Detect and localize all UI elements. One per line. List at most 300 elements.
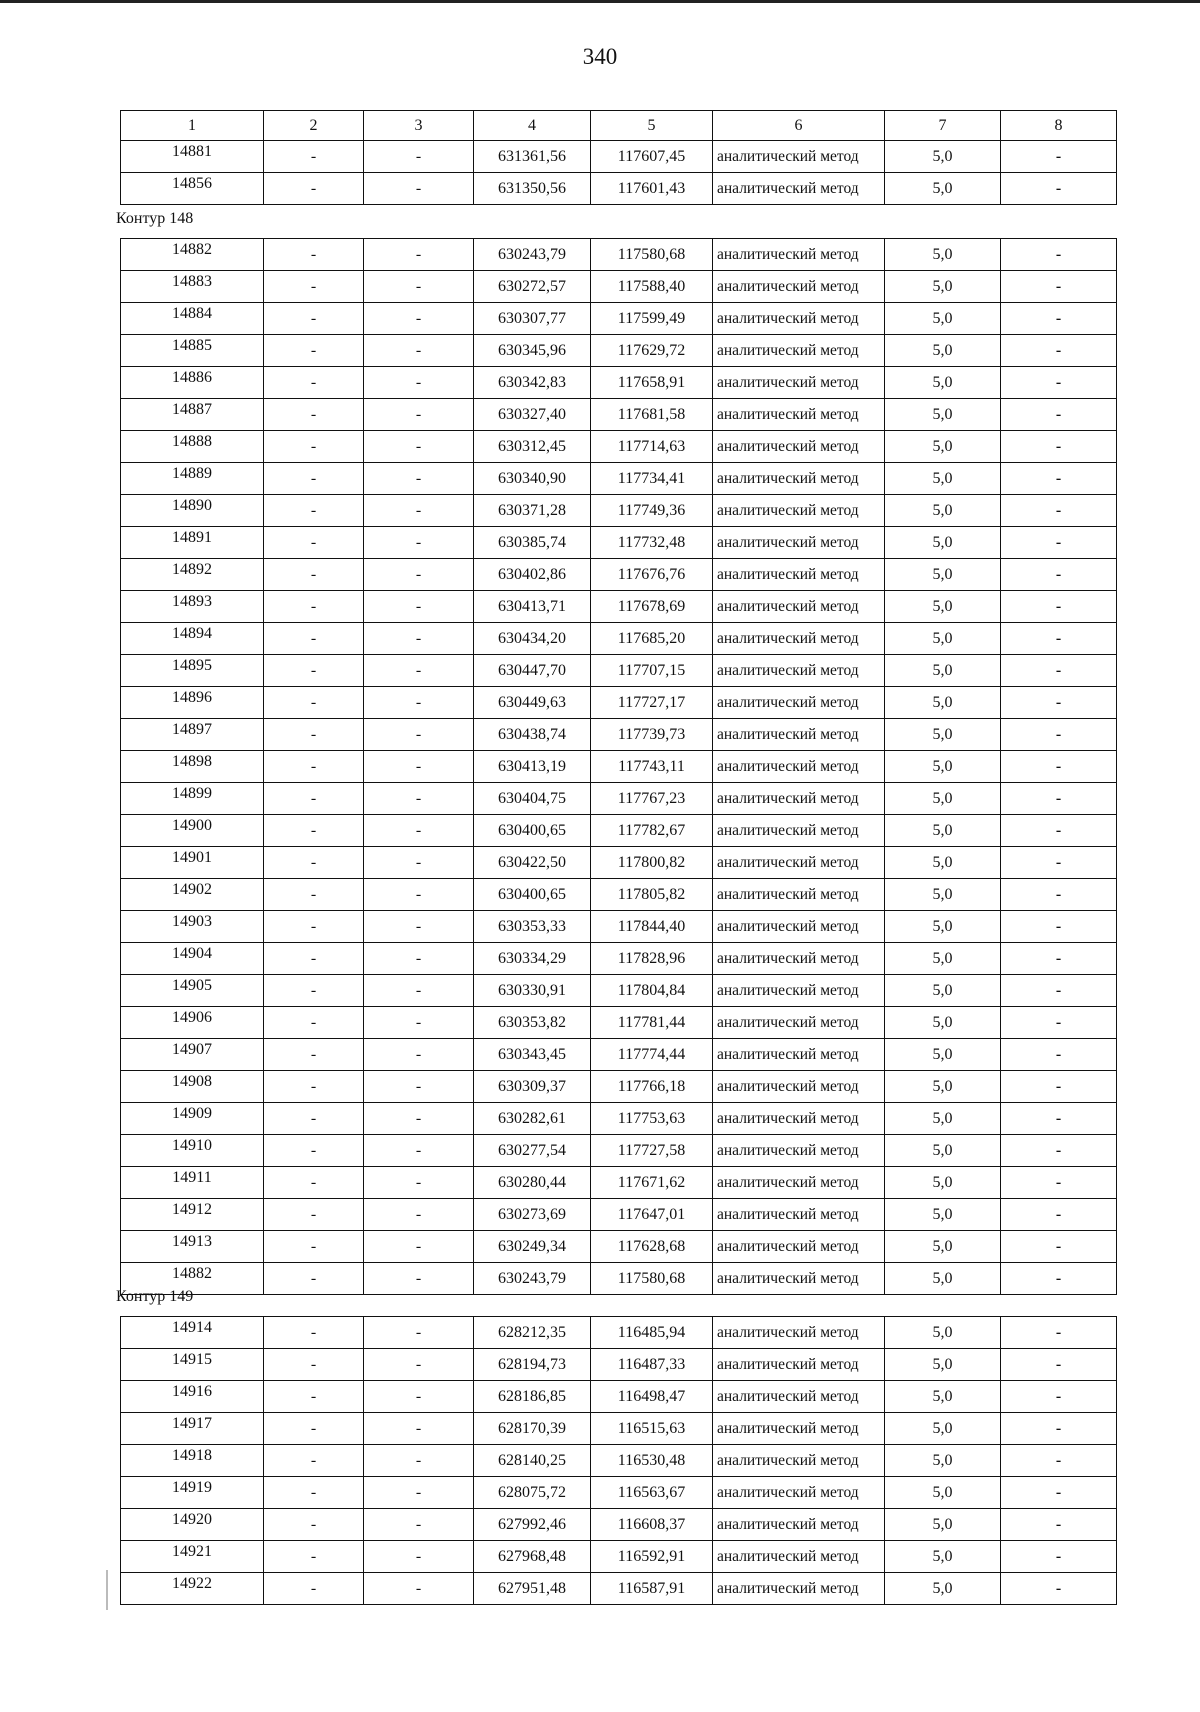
table-cell-col-6: аналитический метод [713,1317,885,1349]
table-cell-col-7: 5,0 [885,783,1001,815]
table-row [121,975,1117,1007]
table-header-row [121,111,1117,141]
table-cell-col-8: - [1001,303,1117,335]
table-cell-col-7: 5,0 [885,1199,1001,1231]
table-cell-col-3: - [364,1509,474,1541]
table-cell-col-6: аналитический метод [713,495,885,527]
table-cell-col-2: 2 [264,111,364,141]
table-cell-col-4: 630334,29 [474,943,591,975]
table-cell-col-8: - [1001,527,1117,559]
table-cell-col-8: - [1001,751,1117,783]
table-cell-col-8: - [1001,623,1117,655]
table-cell-col-3: - [364,1263,474,1295]
table-cell-col-3: - [364,1413,474,1445]
table-cell-col-8: - [1001,815,1117,847]
table-row [121,527,1117,559]
table-cell-col-4: 630400,65 [474,879,591,911]
table-cell-col-4: 631350,56 [474,173,591,205]
table-body [121,111,1117,205]
table-cell-col-5: 117676,76 [591,559,713,591]
table-cell-col-3: - [364,303,474,335]
table-cell-col-3: - [364,591,474,623]
table-cell-col-7: 5,0 [885,141,1001,173]
table-cell-col-4: 630343,45 [474,1039,591,1071]
table-cell-col-5: 117828,96 [591,943,713,975]
table-cell-col-1: 14916 [121,1381,264,1413]
table-cell-col-4: 630272,57 [474,271,591,303]
table-cell-col-6: аналитический метод [713,1349,885,1381]
table-cell-col-6: аналитический метод [713,239,885,271]
table-cell-col-5: 116515,63 [591,1413,713,1445]
table-row [121,1135,1117,1167]
table-cell-col-7: 5,0 [885,751,1001,783]
table-cell-col-7: 5,0 [885,271,1001,303]
table-cell-col-1: 14888 [121,431,264,463]
table-cell-col-3: - [364,399,474,431]
table-cell-col-3: - [364,559,474,591]
table-cell-col-4: 630312,45 [474,431,591,463]
table-body [121,239,1117,1295]
table-cell-col-5: 117734,41 [591,463,713,495]
table-cell-col-5: 117580,68 [591,239,713,271]
table-row [121,141,1117,173]
table-cell-col-5: 117844,40 [591,911,713,943]
table-cell-col-7: 5,0 [885,975,1001,1007]
table-cell-col-3: - [364,1103,474,1135]
table-cell-col-5: 116592,91 [591,1541,713,1573]
table-cell-col-5: 117749,36 [591,495,713,527]
table-row [121,1263,1117,1295]
table-cell-col-5: 117671,62 [591,1167,713,1199]
table-cell-col-7: 5,0 [885,463,1001,495]
coordinates-table-contour-149 [120,1316,1117,1605]
table-cell-col-4: 630309,37 [474,1071,591,1103]
table-cell-col-5: 117658,91 [591,367,713,399]
table-cell-col-5: 117727,58 [591,1135,713,1167]
table-cell-col-7: 5,0 [885,1573,1001,1605]
table-cell-col-7: 5,0 [885,943,1001,975]
table-cell-col-8: - [1001,687,1117,719]
table-cell-col-5: 117782,67 [591,815,713,847]
table-cell-col-1: 14891 [121,527,264,559]
table-cell-col-2: - [264,1167,364,1199]
table-cell-col-4: 630353,33 [474,911,591,943]
table-cell-col-1: 14897 [121,719,264,751]
table-cell-col-5: 116485,94 [591,1317,713,1349]
scan-top-border [0,0,1200,3]
table-cell-col-1: 14889 [121,463,264,495]
table-cell-col-5: 117732,48 [591,527,713,559]
table-cell-col-4: 628075,72 [474,1477,591,1509]
table-cell-col-7: 5,0 [885,1349,1001,1381]
table-cell-col-5: 117678,69 [591,591,713,623]
table-cell-col-6: аналитический метод [713,975,885,1007]
table-cell-col-5: 117781,44 [591,1007,713,1039]
table-cell-col-5: 117601,43 [591,173,713,205]
table-cell-col-4: 630400,65 [474,815,591,847]
table-cell-col-5: 116498,47 [591,1381,713,1413]
table-cell-col-8: - [1001,1167,1117,1199]
table-cell-col-1: 14912 [121,1199,264,1231]
table-cell-col-1: 14856 [121,173,264,205]
table-cell-col-6: аналитический метод [713,1445,885,1477]
table-cell-col-1: 14907 [121,1039,264,1071]
table-cell-col-7: 5,0 [885,173,1001,205]
table-cell-col-2: - [264,1477,364,1509]
table-cell-col-8: - [1001,559,1117,591]
table-cell-col-8: - [1001,847,1117,879]
table-cell-col-6: аналитический метод [713,719,885,751]
table-row [121,751,1117,783]
table-cell-col-6: аналитический метод [713,623,885,655]
table-cell-col-3: - [364,719,474,751]
table-cell-col-4: 630402,86 [474,559,591,591]
table-cell-col-7: 5,0 [885,335,1001,367]
table-cell-col-4: 630434,20 [474,623,591,655]
table-row [121,1071,1117,1103]
table-cell-col-8: - [1001,911,1117,943]
table-cell-col-8: - [1001,1477,1117,1509]
table-cell-col-2: - [264,1103,364,1135]
table-cell-col-2: - [264,1349,364,1381]
table-cell-col-7: 5,0 [885,1039,1001,1071]
table-cell-col-8: - [1001,1413,1117,1445]
table-cell-col-6: аналитический метод [713,1477,885,1509]
table-cell-col-2: - [264,751,364,783]
table-cell-col-3: - [364,239,474,271]
table-row [121,431,1117,463]
table-cell-col-7: 5,0 [885,1103,1001,1135]
table-cell-col-8: - [1001,367,1117,399]
table-cell-col-5: 117580,68 [591,1263,713,1295]
table-cell-col-5: 117753,63 [591,1103,713,1135]
table-cell-col-8: - [1001,591,1117,623]
table-cell-col-1: 14921 [121,1541,264,1573]
table-cell-col-1: 14887 [121,399,264,431]
table-cell-col-1: 14918 [121,1445,264,1477]
table-cell-col-6: аналитический метод [713,1263,885,1295]
table-cell-col-3: - [364,879,474,911]
table-cell-col-6: аналитический метод [713,751,885,783]
table-cell-col-4: 628194,73 [474,1349,591,1381]
table-row [121,1103,1117,1135]
table-cell-col-3: - [364,815,474,847]
table-cell-col-2: - [264,975,364,1007]
table-cell-col-4: 630273,69 [474,1199,591,1231]
table-cell-col-3: - [364,335,474,367]
table-cell-col-7: 5,0 [885,1509,1001,1541]
table-cell-col-6: аналитический метод [713,943,885,975]
table-cell-col-1: 14914 [121,1317,264,1349]
table-row [121,495,1117,527]
table-cell-col-1: 14893 [121,591,264,623]
table-cell-col-2: - [264,335,364,367]
page-number: 340 [582,44,618,69]
table-cell-col-2: - [264,911,364,943]
table-cell-col-5: 117805,82 [591,879,713,911]
table-row [121,367,1117,399]
table-cell-col-2: - [264,367,364,399]
table-cell-col-2: - [264,431,364,463]
table-cell-col-8: - [1001,1381,1117,1413]
table-cell-col-4: 628212,35 [474,1317,591,1349]
table-cell-col-1: 14919 [121,1477,264,1509]
table-cell-col-6: аналитический метод [713,687,885,719]
table-cell-col-7: 5,0 [885,1071,1001,1103]
table-cell-col-7: 5,0 [885,719,1001,751]
table-cell-col-6: аналитический метод [713,1103,885,1135]
table-row [121,1349,1117,1381]
table-cell-col-1: 14883 [121,271,264,303]
table-cell-col-5: 116563,67 [591,1477,713,1509]
contour-label-149: Контур 149 [116,1288,194,1305]
table-cell-col-4: 630385,74 [474,527,591,559]
table-cell-col-2: - [264,303,364,335]
table-cell-col-8: - [1001,1541,1117,1573]
table-cell-col-1: 14906 [121,1007,264,1039]
table-cell-col-4: 630330,91 [474,975,591,1007]
table-cell-col-8: - [1001,1071,1117,1103]
table-cell-col-7: 5,0 [885,655,1001,687]
table-cell-col-5: 117767,23 [591,783,713,815]
table-row [121,1509,1117,1541]
table-cell-col-5: 117607,45 [591,141,713,173]
table-cell-col-7: 5,0 [885,847,1001,879]
table-cell-col-3: 3 [364,111,474,141]
table-cell-col-3: - [364,1135,474,1167]
table-cell-col-1: 14910 [121,1135,264,1167]
table-cell-col-4: 627951,48 [474,1573,591,1605]
table-row [121,719,1117,751]
table-cell-col-2: - [264,623,364,655]
table-cell-col-6: аналитический метод [713,1509,885,1541]
table-cell-col-4: 630413,71 [474,591,591,623]
table-cell-col-4: 631361,56 [474,141,591,173]
table-cell-col-6: аналитический метод [713,783,885,815]
table-cell-col-5: 117628,68 [591,1231,713,1263]
table-cell-col-1: 14901 [121,847,264,879]
table-body [121,1317,1117,1605]
table-cell-col-5: 117647,01 [591,1199,713,1231]
table-row [121,239,1117,271]
table-cell-col-7: 5,0 [885,399,1001,431]
table-cell-col-5: 117743,11 [591,751,713,783]
table-cell-col-2: - [264,879,364,911]
table-cell-col-1: 14920 [121,1509,264,1541]
table-cell-col-1: 14894 [121,623,264,655]
table-cell-col-6: аналитический метод [713,527,885,559]
table-cell-col-6: аналитический метод [713,141,885,173]
table-cell-col-6: аналитический метод [713,271,885,303]
table-cell-col-2: - [264,815,364,847]
table-cell-col-2: - [264,1135,364,1167]
table-cell-col-3: - [364,1349,474,1381]
table-cell-col-4: 628186,85 [474,1381,591,1413]
table-cell-col-7: 5,0 [885,623,1001,655]
table-cell-col-2: - [264,527,364,559]
table-cell-col-4: 630243,79 [474,239,591,271]
table-cell-col-4: 630243,79 [474,1263,591,1295]
table-cell-col-7: 5,0 [885,1007,1001,1039]
table-row [121,1039,1117,1071]
table-cell-col-8: - [1001,1573,1117,1605]
table-cell-col-2: - [264,141,364,173]
coordinates-table-contour-148 [120,238,1117,1295]
table-cell-col-1: 14900 [121,815,264,847]
table-cell-col-4: 630371,28 [474,495,591,527]
table-cell-col-3: - [364,271,474,303]
table-cell-col-8: - [1001,495,1117,527]
table-cell-col-6: аналитический метод [713,303,885,335]
table-row [121,1445,1117,1477]
table-cell-col-3: - [364,1039,474,1071]
table-cell-col-5: 117766,18 [591,1071,713,1103]
table-cell-col-8: - [1001,1199,1117,1231]
table-cell-col-4: 630340,90 [474,463,591,495]
table-cell-col-6: аналитический метод [713,1541,885,1573]
table-cell-col-8: - [1001,141,1117,173]
table-row [121,271,1117,303]
table-row [121,879,1117,911]
table-cell-col-3: - [364,1381,474,1413]
table-cell-col-5: 117599,49 [591,303,713,335]
table-cell-col-3: - [364,1231,474,1263]
table-cell-col-6: аналитический метод [713,1007,885,1039]
table-cell-col-2: - [264,1231,364,1263]
table-cell-col-7: 5,0 [885,495,1001,527]
table-cell-col-3: - [364,655,474,687]
table-cell-col-1: 14895 [121,655,264,687]
table-cell-col-7: 5,0 [885,1477,1001,1509]
table-cell-col-6: аналитический метод [713,847,885,879]
table-cell-col-1: 14922 [121,1573,264,1605]
table-cell-col-4: 630249,34 [474,1231,591,1263]
table-cell-col-2: - [264,719,364,751]
table-cell-col-1: 14915 [121,1349,264,1381]
table-cell-col-1: 14890 [121,495,264,527]
table-cell-col-8: - [1001,1317,1117,1349]
table-cell-col-1: 14904 [121,943,264,975]
table-cell-col-3: - [364,687,474,719]
table-cell-col-2: - [264,271,364,303]
table-row [121,1199,1117,1231]
table-cell-col-8: - [1001,879,1117,911]
table-cell-col-2: - [264,1317,364,1349]
table-cell-col-4: 630438,74 [474,719,591,751]
table-cell-col-6: аналитический метод [713,591,885,623]
table-cell-col-4: 627992,46 [474,1509,591,1541]
table-cell-col-6: аналитический метод [713,1167,885,1199]
table-cell-col-3: - [364,623,474,655]
table-row [121,1573,1117,1605]
table-cell-col-2: - [264,847,364,879]
table-cell-col-1: 14909 [121,1103,264,1135]
table-cell-col-5: 117800,82 [591,847,713,879]
table-row [121,559,1117,591]
table-cell-col-7: 5,0 [885,1263,1001,1295]
table-cell-col-1: 14903 [121,911,264,943]
table-row [121,783,1117,815]
table-cell-col-1: 14881 [121,141,264,173]
table-cell-col-6: аналитический метод [713,173,885,205]
table-cell-col-8: - [1001,173,1117,205]
table-cell-col-1: 14917 [121,1413,264,1445]
table-cell-col-2: - [264,495,364,527]
table-cell-col-8: - [1001,463,1117,495]
table-cell-col-2: - [264,1039,364,1071]
table-cell-col-5: 5 [591,111,713,141]
table-row [121,655,1117,687]
table-cell-col-6: аналитический метод [713,815,885,847]
table-row [121,1007,1117,1039]
table-cell-col-3: - [364,943,474,975]
table-cell-col-4: 630449,63 [474,687,591,719]
table-cell-col-8: - [1001,399,1117,431]
table-cell-col-7: 5,0 [885,559,1001,591]
table-row [121,1413,1117,1445]
table-cell-col-8: - [1001,335,1117,367]
table-cell-col-7: 5,0 [885,591,1001,623]
table-cell-col-3: - [364,783,474,815]
table-cell-col-7: 5,0 [885,1413,1001,1445]
table-cell-col-2: - [264,239,364,271]
table-cell-col-1: 14911 [121,1167,264,1199]
table-cell-col-1: 14898 [121,751,264,783]
table-row [121,591,1117,623]
table-cell-col-3: - [364,431,474,463]
table-cell-col-1: 14885 [121,335,264,367]
table-cell-col-4: 630277,54 [474,1135,591,1167]
table-cell-col-4: 630327,40 [474,399,591,431]
table-cell-col-2: - [264,1381,364,1413]
table-cell-col-3: - [364,367,474,399]
table-cell-col-8: - [1001,1263,1117,1295]
table-cell-col-4: 628170,39 [474,1413,591,1445]
table-row [121,911,1117,943]
table-cell-col-2: - [264,173,364,205]
table-cell-col-2: - [264,783,364,815]
table-cell-col-6: аналитический метод [713,559,885,591]
scan-margin-mark [106,1570,108,1610]
table-cell-col-6: аналитический метод [713,1573,885,1605]
table-cell-col-2: - [264,1007,364,1039]
table-cell-col-3: - [364,1071,474,1103]
table-cell-col-6: аналитический метод [713,879,885,911]
table-cell-col-7: 5,0 [885,1167,1001,1199]
table-cell-col-3: - [364,495,474,527]
table-cell-col-1: 14884 [121,303,264,335]
table-cell-col-8: - [1001,1103,1117,1135]
table-cell-col-7: 5,0 [885,815,1001,847]
table-cell-col-4: 627968,48 [474,1541,591,1573]
table-cell-col-1: 14886 [121,367,264,399]
table-row [121,847,1117,879]
table-cell-col-3: - [364,1573,474,1605]
table-cell-col-4: 630345,96 [474,335,591,367]
table-cell-col-3: - [364,751,474,783]
table-cell-col-5: 117588,40 [591,271,713,303]
table-cell-col-4: 630404,75 [474,783,591,815]
table-cell-col-6: аналитический метод [713,399,885,431]
table-cell-col-5: 117685,20 [591,623,713,655]
table-row [121,399,1117,431]
table-cell-col-2: - [264,1509,364,1541]
table-cell-col-3: - [364,1317,474,1349]
table-cell-col-3: - [364,173,474,205]
table-row [121,1381,1117,1413]
table-row [121,1477,1117,1509]
table-cell-col-8: - [1001,431,1117,463]
